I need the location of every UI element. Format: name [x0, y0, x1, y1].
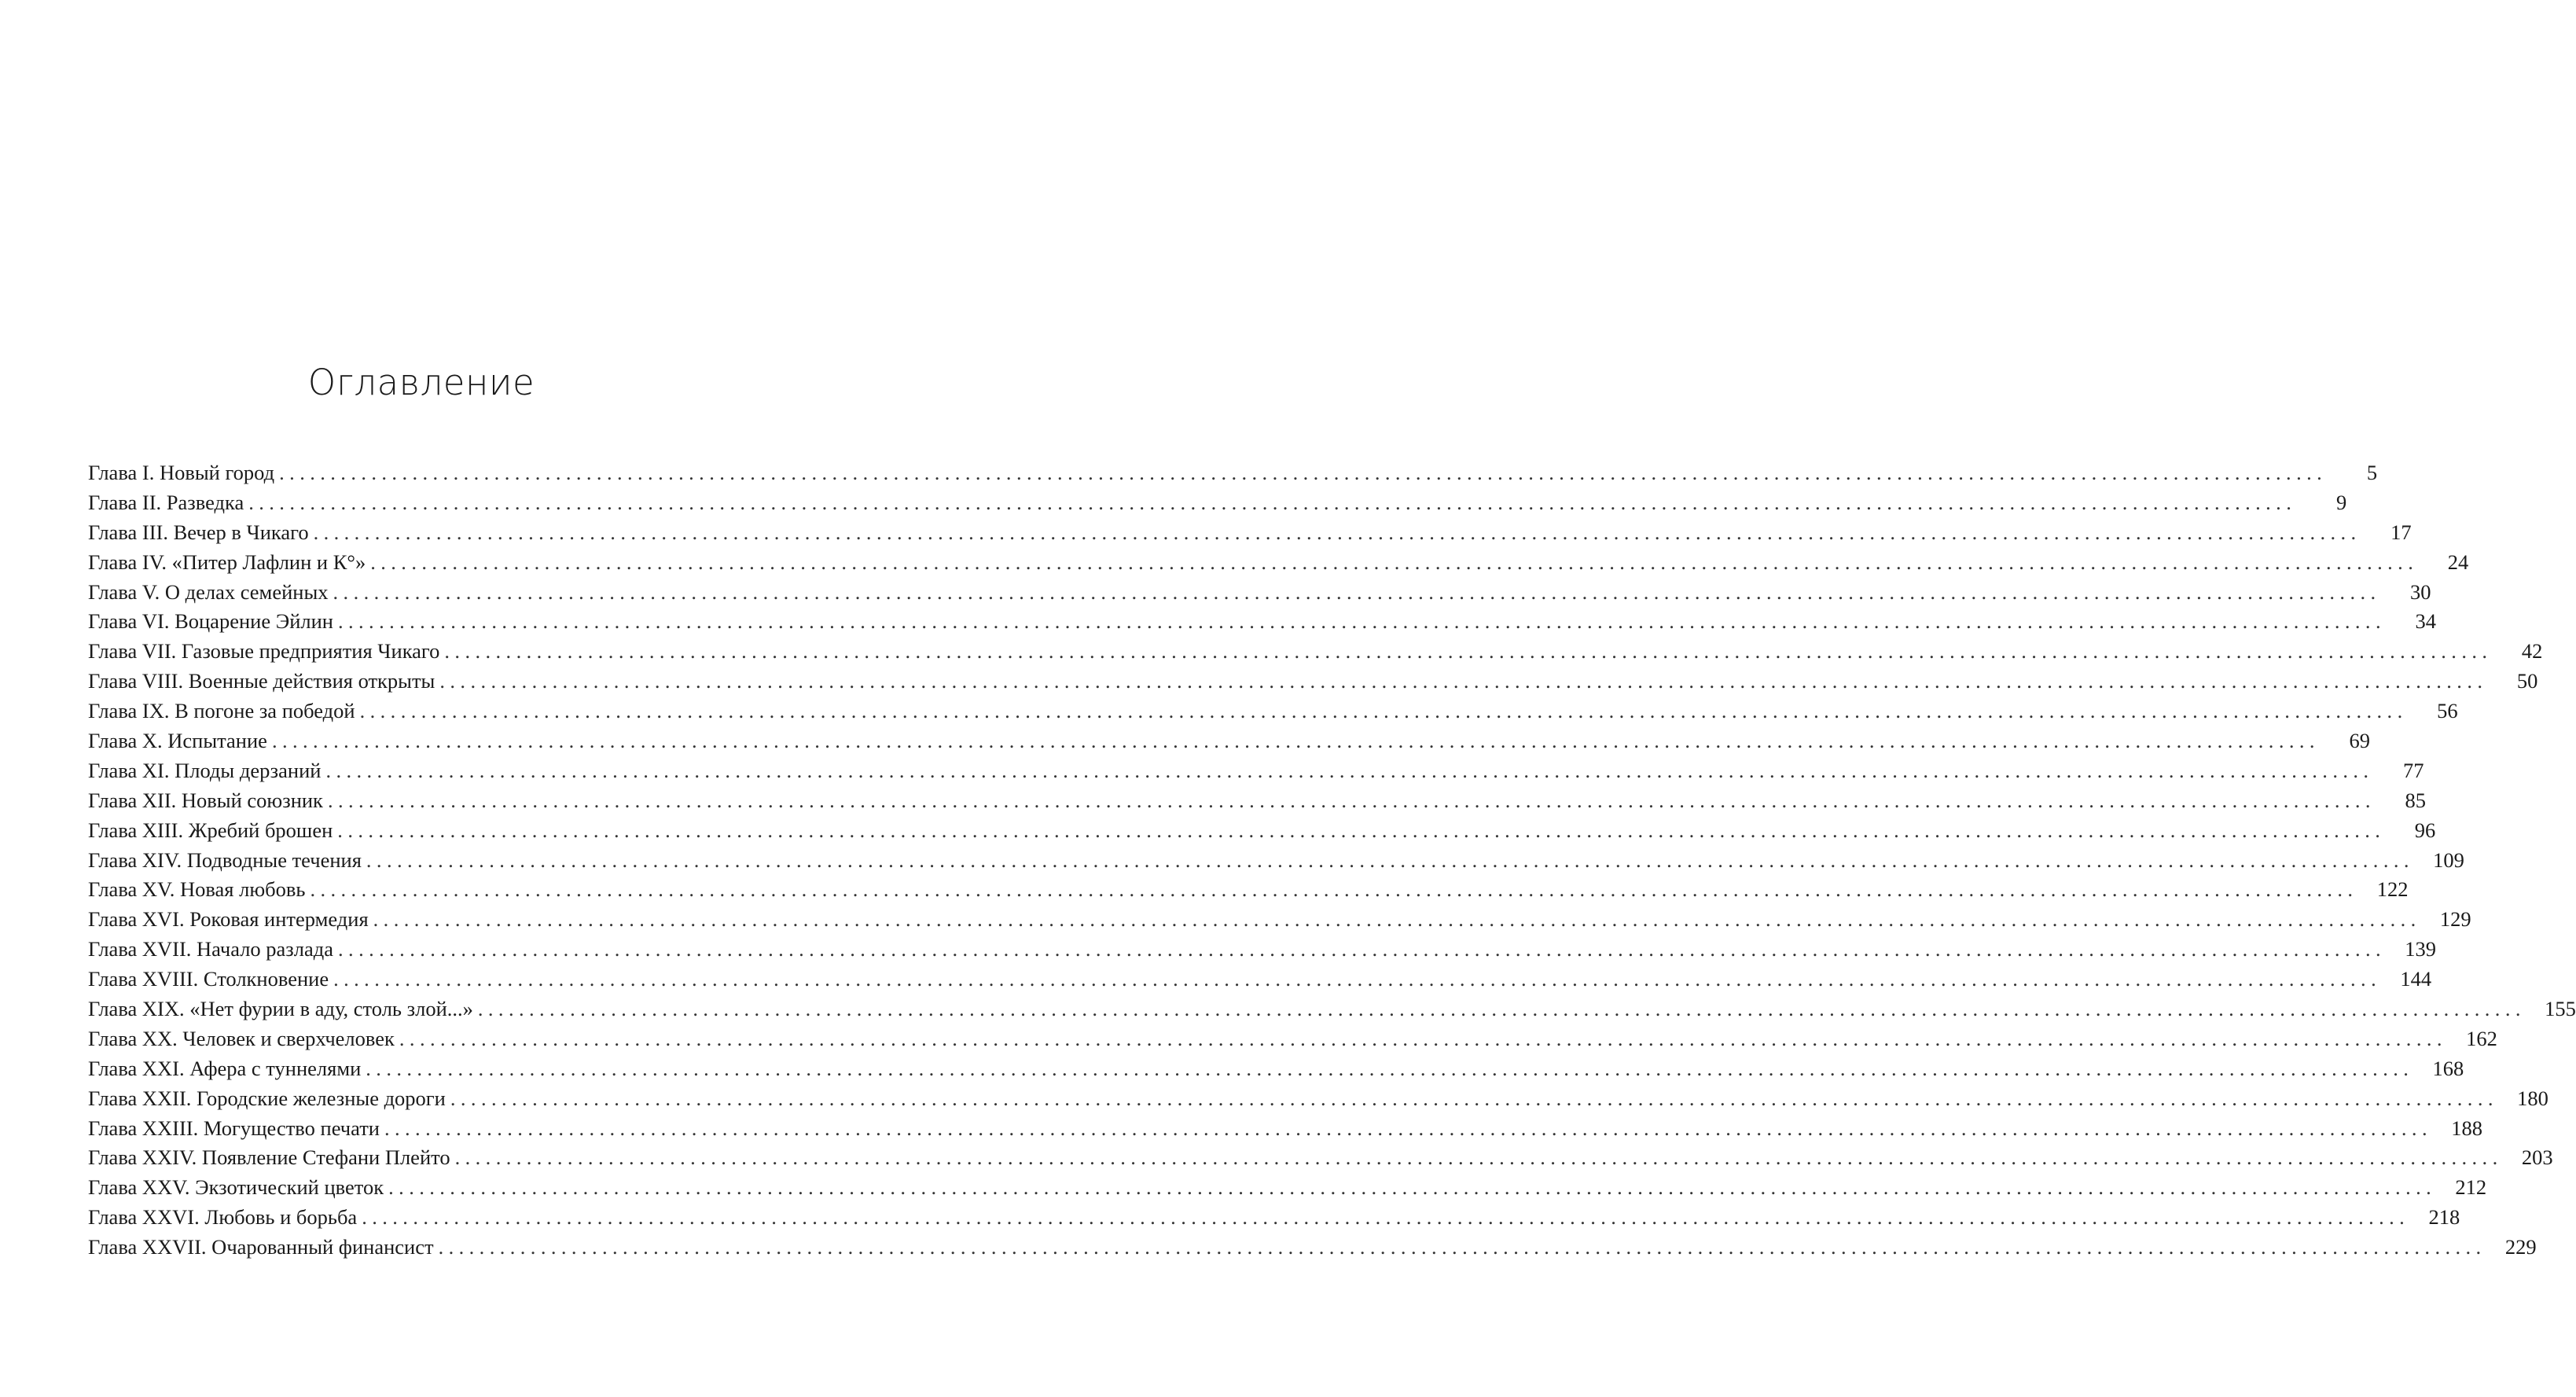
toc-entry [88, 1233, 2537, 1263]
toc-entry-title: Глава IV. «Питер Лафлин и К°» [88, 550, 366, 574]
toc-entry [88, 1173, 2487, 1203]
toc-entry-title: Глава XXII. Городские железные дороги [88, 1086, 446, 1110]
toc-entry-page: 30 [2410, 579, 2431, 604]
toc-entry-title: Глава XV. Новая любовь [88, 877, 306, 902]
dot-leader: ........................................................................................................................................................................................................ [366, 1056, 2414, 1080]
toc-entry-title: Глава XXV. Экзотический цветок [88, 1175, 384, 1200]
dot-leader: ........................................................................................................................................................................................................ [362, 1205, 2410, 1230]
toc-entry-title: Глава XIII. Жребий брошен [88, 818, 333, 842]
toc-entry [88, 548, 2469, 578]
toc-entry-title: Глава IX. В погоне за победой [88, 699, 355, 723]
toc-entry-page: 168 [2432, 1056, 2464, 1080]
dot-leader: ........................................................................................................................................................................................................ [477, 997, 2526, 1021]
dot-leader: ........................................................................................................................................................................................................ [333, 967, 2382, 991]
toc-entry [88, 875, 2409, 905]
toc-entry [88, 756, 2424, 786]
toc-entry-title: Глава XII. Новый союзник [88, 788, 323, 812]
toc-entry-page: 129 [2439, 907, 2471, 932]
dot-leader: ........................................................................................................................................................................................................ [370, 550, 2419, 574]
toc-entry [88, 935, 2437, 965]
dot-leader: ........................................................................................................................................................................................................ [313, 520, 2361, 544]
toc-entry-title: Глава X. Испытание [88, 729, 267, 753]
dot-leader: ........................................................................................................................................................................................................ [248, 490, 2297, 514]
toc-entry [88, 637, 2543, 667]
dot-leader: ........................................................................................................................................................................................................ [388, 1175, 2437, 1200]
dot-leader: ........................................................................................................................................................................................................ [333, 579, 2381, 604]
toc-entry-page: 218 [2428, 1205, 2460, 1230]
toc-entry [88, 816, 2436, 846]
toc-entry-title: Глава II. Разведка [88, 490, 244, 514]
toc-entry-title: Глава XIV. Подводные течения [88, 847, 362, 872]
dot-leader: ........................................................................................................................................................................................................ [310, 877, 2358, 902]
dot-leader: ........................................................................................................................................................................................................ [454, 1145, 2503, 1170]
table-of-contents [88, 458, 2576, 1263]
toc-entry [88, 1203, 2460, 1233]
dot-leader: ........................................................................................................................................................................................................ [373, 907, 2421, 932]
toc-entry-title: Глава XVIII. Столкновение [88, 967, 329, 991]
toc-entry [88, 726, 2370, 756]
toc-entry-page: 9 [2335, 490, 2347, 514]
toc-entry-title: Глава XVII. Начало разлада [88, 937, 334, 961]
toc-entry [88, 846, 2464, 876]
toc-entry-page: 212 [2455, 1175, 2487, 1200]
toc-entry-page: 69 [2349, 729, 2370, 753]
toc-entry-title: Глава XXIV. Появление Стефани Плейто [88, 1145, 450, 1170]
toc-entry-title: Глава XXVI. Любовь и борьба [88, 1205, 358, 1230]
toc-entry [88, 667, 2538, 697]
toc-entry-title: Глава XIX. «Нет фурии в аду, столь злой...» [88, 997, 473, 1021]
dot-leader: ........................................................................................................................................................................................................ [337, 609, 2386, 634]
toc-entry [88, 1143, 2553, 1173]
toc-entry [88, 994, 2576, 1024]
toc-entry [88, 1024, 2497, 1054]
toc-entry-title: Глава III. Вечер в Чикаго [88, 520, 309, 544]
toc-entry [88, 607, 2436, 637]
toc-entry-page: 229 [2504, 1235, 2537, 1259]
toc-entry-page: 109 [2433, 847, 2464, 872]
toc-entry-title: Глава VI. Воцарение Эйлин [88, 609, 333, 634]
dot-leader: ........................................................................................................................................................................................................ [384, 1116, 2432, 1140]
dot-leader: ........................................................................................................................................................................................................ [450, 1086, 2498, 1110]
dot-leader: ........................................................................................................................................................................................................ [439, 669, 2488, 693]
toc-entry-page: 85 [2405, 788, 2426, 812]
toc-entry [88, 786, 2426, 816]
toc-entry [88, 1084, 2548, 1114]
toc-entry-page: 144 [2400, 967, 2432, 991]
toc-entry-page: 17 [2390, 520, 2412, 544]
dot-leader: ........................................................................................................................................................................................................ [327, 788, 2376, 812]
toc-entry-page: 77 [2402, 758, 2424, 782]
toc-entry-page: 42 [2521, 639, 2543, 664]
toc-entry-page: 162 [2466, 1026, 2497, 1050]
toc-entry-title: Глава V. О делах семейных [88, 579, 329, 604]
dot-leader: ........................................................................................................................................................................................................ [338, 937, 2387, 961]
toc-entry-title: Глава I. Новый город [88, 461, 275, 484]
toc-entry-page: 180 [2517, 1086, 2548, 1110]
toc-entry-page: 50 [2516, 669, 2538, 693]
toc-entry-page: 203 [2521, 1145, 2553, 1170]
toc-entry-title: Глава XXVII. Очарованный финансист [88, 1235, 434, 1259]
dot-leader: ........................................................................................................................................................................................................ [359, 699, 2408, 723]
toc-entry-page: 34 [2415, 609, 2436, 634]
toc-entry [88, 458, 2378, 488]
toc-entry [88, 518, 2412, 548]
toc-entry [88, 1054, 2464, 1084]
toc-entry-page: 139 [2405, 937, 2437, 961]
toc-entry-title: Глава VIII. Военные действия открыты [88, 669, 435, 693]
toc-entry-title: Глава XX. Человек и сверхчеловек [88, 1026, 395, 1050]
toc-entry-title: Глава XXIII. Могущество печати [88, 1116, 380, 1140]
dot-leader: ........................................................................................................................................................................................................ [438, 1235, 2486, 1259]
dot-leader: ........................................................................................................................................................................................................ [271, 729, 2320, 753]
toc-entry-page: 122 [2376, 877, 2409, 902]
toc-entry [88, 697, 2458, 726]
toc-entry-page: 5 [2366, 461, 2378, 484]
dot-leader: ........................................................................................................................................................................................................ [444, 639, 2493, 664]
page-title: Оглавление [307, 362, 535, 403]
toc-entry [88, 965, 2432, 994]
toc-entry [88, 578, 2431, 608]
toc-entry-page: 96 [2414, 818, 2436, 842]
toc-entry-page: 56 [2437, 699, 2458, 723]
dot-leader: ........................................................................................................................................................................................................ [399, 1026, 2447, 1050]
toc-entry-title: Глава XVI. Роковая интермедия [88, 907, 369, 932]
toc-entry-page: 188 [2451, 1116, 2482, 1140]
toc-entry [88, 1114, 2482, 1144]
dot-leader: ........................................................................................................................................................................................................ [366, 847, 2414, 872]
toc-entry-page: 155 [2545, 997, 2576, 1021]
toc-entry-title: Глава XI. Плоды дерзаний [88, 758, 322, 782]
toc-entry-page: 24 [2447, 550, 2469, 574]
toc-entry-title: Глава XXI. Афера с туннелями [88, 1056, 362, 1080]
toc-entry-title: Глава VII. Газовые предприятия Чикаго [88, 639, 440, 664]
dot-leader: ........................................................................................................................................................................................................ [325, 758, 2374, 782]
toc-entry [88, 905, 2471, 935]
toc-entry [88, 488, 2347, 518]
dot-leader: ........................................................................................................................................................................................................ [337, 818, 2386, 842]
dot-leader: ........................................................................................................................................................................................................ [279, 461, 2328, 484]
